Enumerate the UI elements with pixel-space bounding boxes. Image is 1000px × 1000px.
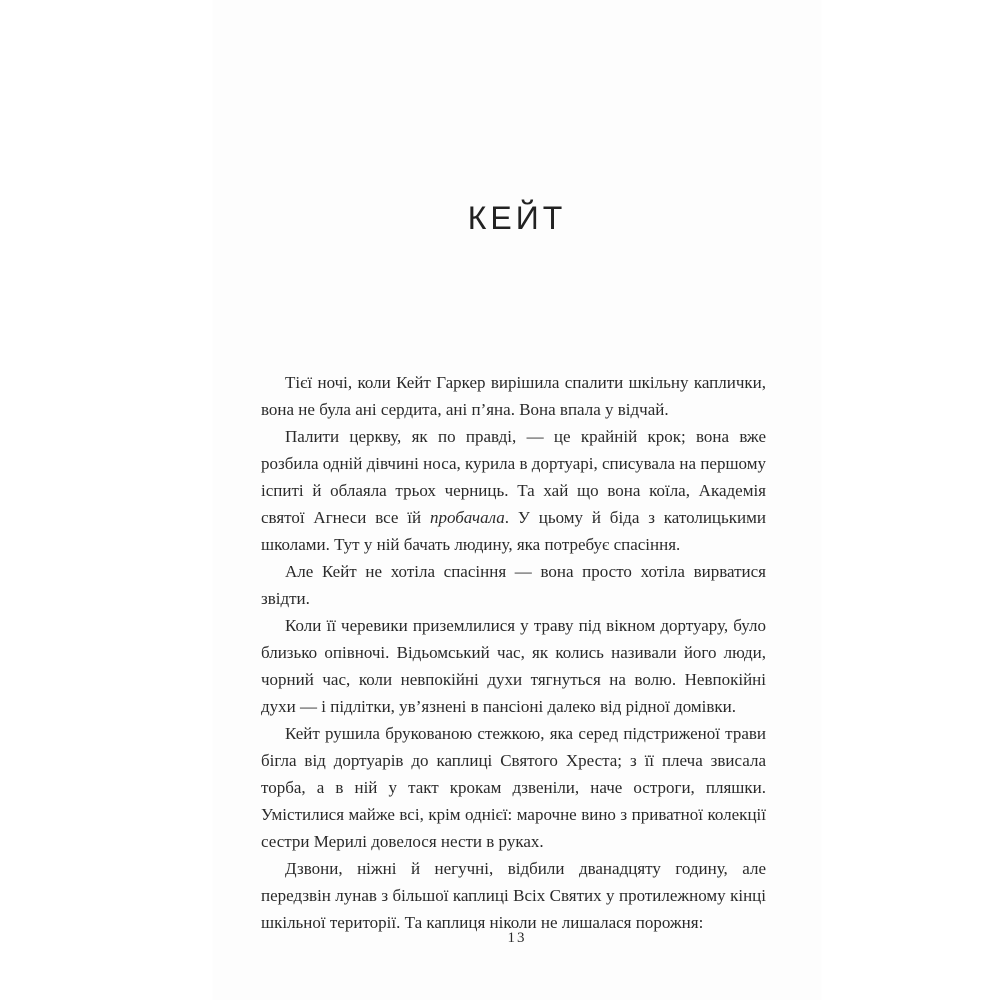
- paragraph: [261, 612, 766, 720]
- paragraph-text: Тієї ночі, коли Кейт Гаркер вирішила спалити шкільну каплички, вона не була ані сердита, ані п’яна. Вона впала у відчай.: [261, 373, 766, 419]
- paragraph-text: Дзвони, ніжні й негучні, відбили дванадцяту годину, але передзвін лунав з більшої каплиці Всіх Святих у протилежному кінці шкільної території. Та каплиця ніколи не лишалася порожня:: [261, 859, 766, 932]
- paragraph-text: Палити церкву, як по правді, — це крайній крок; вона вже розбила одній дівчині носа, курила в дортуарі, списувала на першому іспиті й облаяла трьох черниць. Та хай що вона коїла, Академія святої Агнеси все їй: [261, 427, 766, 527]
- paragraph-text: Але Кейт не хотіла спасіння — вона просто хотіла вирватися звідти.: [261, 562, 766, 608]
- paragraph: [261, 423, 766, 558]
- book-page: [213, 0, 821, 1000]
- paragraph: [261, 855, 766, 936]
- emphasized-word: пробачала: [429, 508, 505, 527]
- paragraph-text: Коли її черевики приземлилися у траву під вікном дортуару, було близько опівночі. Відьомський час, як колись називали його люди, чорний час, коли невпокійні духи тягнуться на волю. Невпокійні духи — і підлітки, ув’язнені в пансіоні далеко від рідної домівки.: [261, 616, 766, 716]
- paragraph-text: . У цьому й біда з католицькими школами. Тут у ній бачать людину, яка потребує спасіння.: [261, 508, 766, 554]
- paragraph: [261, 558, 766, 612]
- paragraph-text: Кейт рушила брукованою стежкою, яка серед підстриженої трави бігла від дортуарів до каплиці Святого Хреста; з її плеча звисала торба, а в ній у такт крокам дзвеніли, наче остроги, пляшки. Умістилися майже всі, крім однієї: марочне вино з приватної колекції сестри Мерилі довелося нести в руках.: [261, 724, 766, 851]
- chapter-title: КЕЙТ: [467, 200, 567, 236]
- page-number: 13: [507, 930, 527, 946]
- chapter-body: [261, 369, 766, 936]
- paragraph: [261, 720, 766, 855]
- paragraph: [261, 369, 766, 423]
